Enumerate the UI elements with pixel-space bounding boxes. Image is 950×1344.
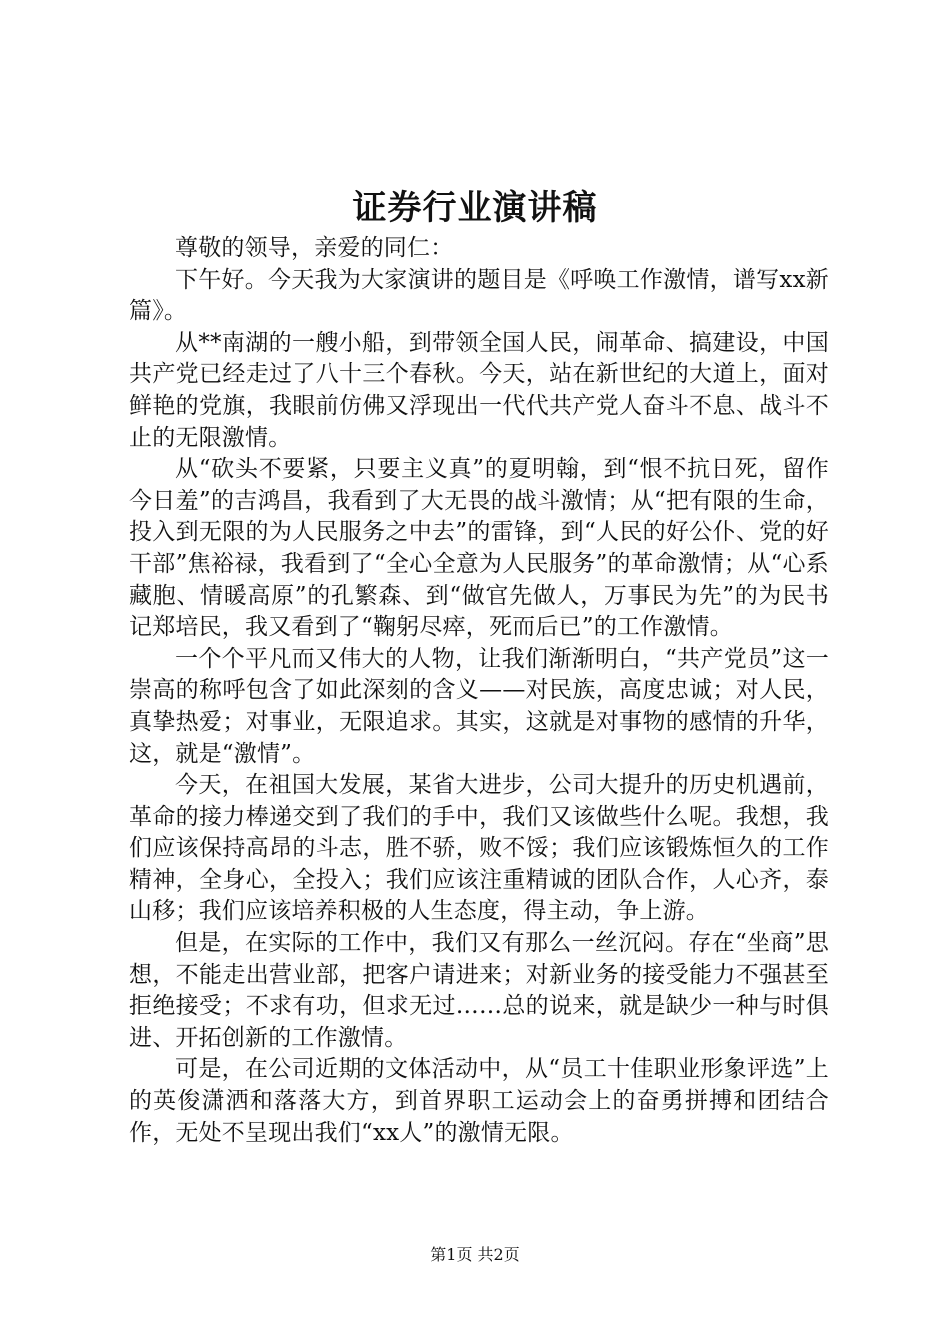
paragraph: 可是，在公司近期的文体活动中，从“员工十佳职业形象评选”上的英俊潇洒和落落大方，到首界职工运动会上的奋勇拼搏和团结合作，无处不呈现出我们“xx人”的激情无限。: [129, 1056, 829, 1146]
paragraph: 从“砍头不要紧，只要主义真”的夏明翰，到“恨不抗日死，留作今日羞”的吉鸿昌，我看到了大无畏的战斗激情；从“把有限的生命，投入到无限的为人民服务之中去”的雷锋，到“人民的好公仆、党的好干部”焦裕禄，我看到了“全心全意为人民服务”的革命激情；从“心系藏胞、情暖高原”的孔繁森、到“做官先做人，万事民为先”的为民书记郑培民，我又看到了“鞠躬尽瘁，死而后已”的工作激情。: [129, 456, 829, 641]
paragraph: 但是，在实际的工作中，我们又有那么一丝沉闷。存在“坐商”思想，不能走出营业部，把客户请进来；对新业务的接受能力不强甚至拒绝接受；不求有功，但求无过……总的说来，就是缺少一种与时俱进、开拓创新的工作激情。: [129, 930, 829, 1051]
paragraph: 一个个平凡而又伟大的人物，让我们渐渐明白，“共产党员”这一崇高的称呼包含了如此深刻的含义——对民族，高度忠诚；对人民，真挚热爱；对事业，无限追求。其实，这就是对事物的感情的升华，这，就是“激情”。: [129, 645, 829, 767]
page-footer: 第1页 共2页: [430, 1245, 520, 1264]
document-body: [129, 233, 829, 1149]
document-title: 证券行业演讲稿: [352, 188, 598, 228]
paragraph-salutation: 尊敬的领导，亲爱的同仁：: [175, 235, 454, 261]
paragraph: 今天，在祖国大发展，某省大进步，公司大提升的历史机遇前，革命的接力棒递交到了我们的手中，我们又该做些什么呢。我想，我们应该保持高昂的斗志，胜不骄，败不馁；我们应该锻炼恒久的工作精神，全身心，全投入；我们应该注重精诚的团队合作，人心齐，泰山移；我们应该培养积极的人生态度，得主动，争上游。: [129, 772, 829, 925]
paragraph: 从**南湖的一艘小船，到带领全国人民，闹革命、搞建设，中国共产党已经走过了八十三个春秋。今天，站在新世纪的大道上，面对鲜艳的党旗，我眼前仿佛又浮现出一代代共产党人奋斗不息、战斗不止的无限激情。: [129, 329, 829, 451]
paragraph: 下午好。今天我为大家演讲的题目是《呼唤工作激情，谱写xx新篇》。: [129, 266, 829, 325]
